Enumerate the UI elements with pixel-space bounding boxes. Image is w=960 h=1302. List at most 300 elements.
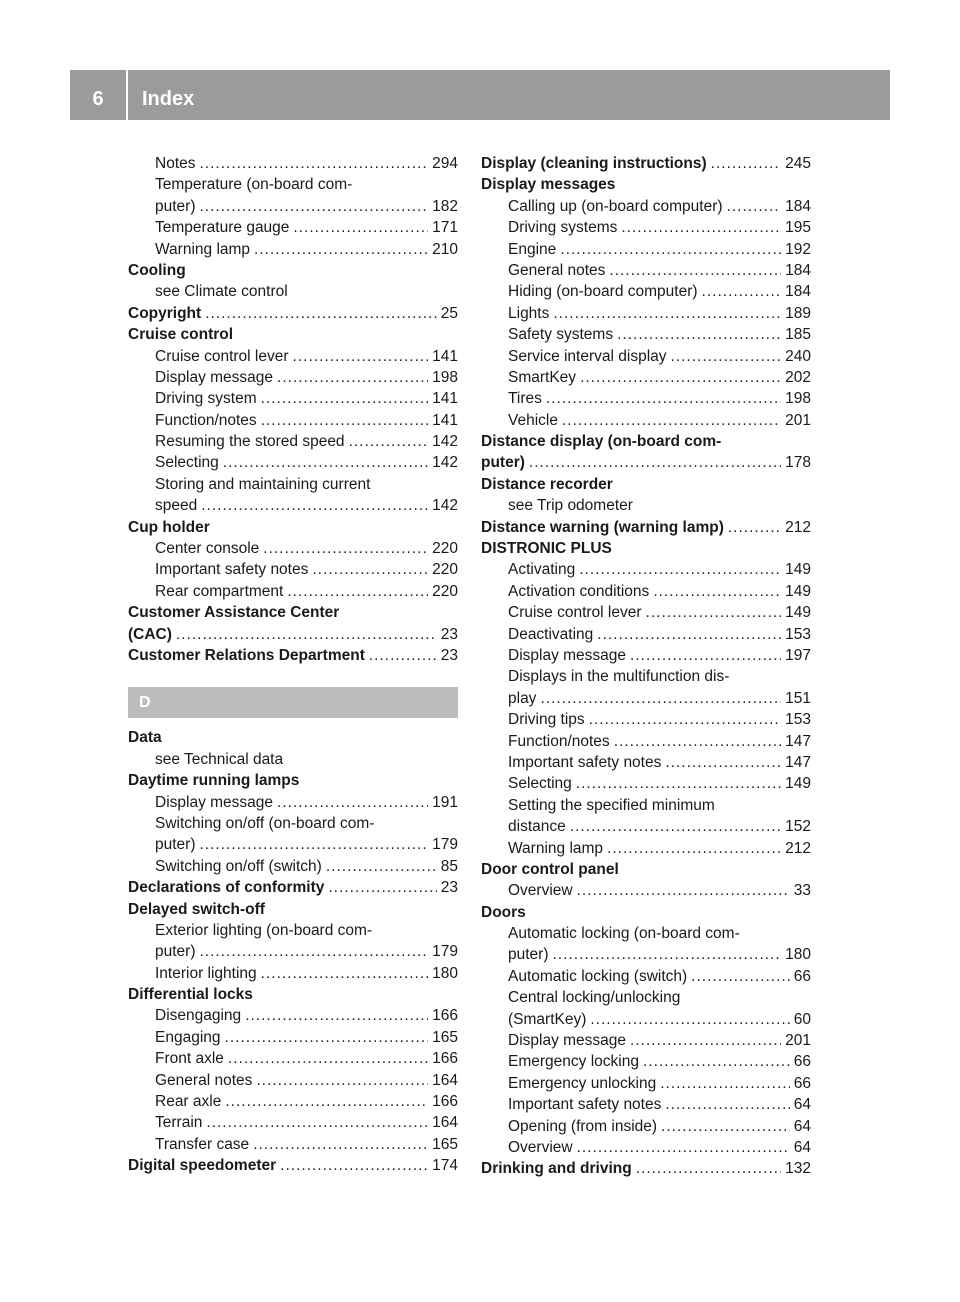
page-reference: 141 (432, 411, 458, 429)
dot-leader (617, 324, 781, 345)
page-header (70, 70, 890, 120)
index-subentry (128, 963, 458, 984)
entry-label: Rear axle (155, 1093, 222, 1111)
page-title: Index (142, 88, 195, 110)
dot-leader (576, 773, 781, 794)
dot-leader (727, 196, 782, 217)
entry-label: Lights (508, 304, 550, 322)
page-reference: 174 (432, 1157, 458, 1175)
entry-label: puter) (508, 946, 549, 964)
entry-label: Display message (155, 368, 274, 386)
entry-label: Digital speedometer (128, 1157, 277, 1175)
dot-leader (293, 346, 429, 367)
dot-leader (312, 559, 428, 580)
index-subentry (128, 217, 458, 238)
page-reference: 165 (432, 1028, 458, 1046)
index-subentry (128, 1048, 458, 1069)
index-heading: Cruise control (128, 326, 234, 344)
dot-leader (630, 645, 781, 666)
entry-label: Front axle (155, 1050, 224, 1068)
page-reference: 220 (432, 582, 458, 600)
index-subentry (481, 1116, 811, 1137)
index-subentry (481, 410, 811, 431)
entry-label: Function/notes (155, 411, 257, 429)
index-subentry (481, 217, 811, 238)
entry-label: Driving tips (508, 711, 585, 729)
index-subentry (128, 941, 458, 962)
page-reference: 153 (785, 711, 811, 729)
dot-leader (201, 495, 428, 516)
dot-leader (636, 1158, 781, 1179)
dot-leader (609, 260, 781, 281)
dot-leader (597, 624, 781, 645)
dot-leader (253, 1134, 428, 1155)
index-subentry (128, 559, 458, 580)
index-subentry (128, 1134, 458, 1155)
dot-leader (223, 452, 428, 473)
entry-label: Distance warning (warning lamp) (481, 518, 724, 536)
entry-label: Overview (508, 1138, 573, 1156)
page-reference: 149 (785, 604, 811, 622)
dot-leader (671, 346, 782, 367)
entry-label: distance (508, 818, 566, 836)
dot-leader (546, 388, 781, 409)
index-heading-entry (481, 153, 811, 174)
page-reference: 189 (785, 304, 811, 322)
index-subentry (128, 452, 458, 473)
entry-label: Hiding (on-board computer) (508, 283, 698, 301)
index-heading-entry (128, 1155, 458, 1176)
index-subentry-text: Switching on/off (on-board com- (155, 814, 375, 832)
dot-leader (553, 303, 781, 324)
index-subentry (128, 1005, 458, 1026)
dot-leader (577, 880, 790, 901)
index-subentry-text: Temperature (on-board com- (155, 176, 353, 194)
index-subentry (128, 495, 458, 516)
entry-label: Terrain (155, 1114, 203, 1132)
entry-label: Cruise control lever (508, 604, 642, 622)
page-reference: 212 (785, 839, 811, 857)
index-subentry (481, 944, 811, 965)
page-reference: 184 (785, 197, 811, 215)
index-subentry (128, 1027, 458, 1048)
page-reference: 66 (793, 1053, 811, 1071)
page-reference: 166 (432, 1050, 458, 1068)
entry-label: Display message (155, 793, 274, 811)
dot-leader (261, 963, 428, 984)
entry-label: Deactivating (508, 625, 594, 643)
index-subentry-text: Setting the specified minimum (508, 796, 715, 814)
section-letter-heading: D (128, 687, 458, 718)
index-subentry (128, 239, 458, 260)
dot-leader (560, 239, 781, 260)
index-subentry (128, 792, 458, 813)
entry-label: Important safety notes (155, 561, 309, 579)
index-heading-entry (481, 1158, 811, 1179)
index-subentry (128, 367, 458, 388)
page-reference: 201 (785, 411, 811, 429)
page-reference: 149 (785, 582, 811, 600)
index-subentry (128, 834, 458, 855)
page-reference: 142 (432, 433, 458, 451)
entry-label: Important safety notes (508, 753, 662, 771)
entry-label: Display message (508, 1032, 627, 1050)
page-reference: 171 (432, 219, 458, 237)
dot-leader (200, 196, 429, 217)
dot-leader (225, 1027, 429, 1048)
index-subentry (481, 816, 811, 837)
entry-label: (CAC) (128, 625, 172, 643)
page-reference: 147 (785, 753, 811, 771)
entry-label: Temperature gauge (155, 219, 290, 237)
entry-label: Engine (508, 240, 557, 258)
dot-leader (646, 602, 782, 623)
page-reference: 152 (785, 818, 811, 836)
index-heading: Cup holder (128, 518, 210, 536)
page-reference: 64 (793, 1117, 811, 1135)
page-number: 6 (92, 88, 104, 110)
entry-label: Calling up (on-board computer) (508, 197, 723, 215)
index-subentry-text: see Technical data (155, 750, 284, 768)
page-reference: 23 (440, 879, 458, 897)
index-subentry (481, 281, 811, 302)
index-column-right (481, 153, 811, 1180)
page-reference: 180 (785, 946, 811, 964)
page-reference: 23 (440, 646, 458, 664)
index-heading-entry (128, 645, 458, 666)
index-subentry (481, 196, 811, 217)
entry-label: Resuming the stored speed (155, 433, 345, 451)
index-subentry (481, 731, 811, 752)
index-subentry (481, 388, 811, 409)
dot-leader (653, 581, 781, 602)
page-reference: 180 (432, 964, 458, 982)
dot-leader (206, 1112, 428, 1133)
dot-leader (200, 941, 429, 962)
dot-leader (691, 966, 790, 987)
dot-leader (293, 217, 428, 238)
dot-leader (570, 816, 781, 837)
entry-label: Driving systems (508, 219, 618, 237)
index-subentry (128, 196, 458, 217)
page-reference: 202 (785, 368, 811, 386)
entry-label: Warning lamp (508, 839, 604, 857)
entry-label: Automatic locking (switch) (508, 967, 688, 985)
entry-label: Driving system (155, 390, 257, 408)
page-reference: 142 (432, 497, 458, 515)
index-heading: Display messages (481, 176, 616, 194)
entry-label: Safety systems (508, 326, 614, 344)
dot-leader (553, 944, 782, 965)
entry-label: puter) (155, 943, 196, 961)
index-subentry (481, 367, 811, 388)
index-subentry (481, 1137, 811, 1158)
page-reference: 149 (785, 775, 811, 793)
index-subentry (481, 1030, 811, 1051)
entry-label: Drinking and driving (481, 1160, 632, 1178)
page-reference: 60 (793, 1010, 811, 1028)
dot-leader (228, 1048, 428, 1069)
entry-label: Function/notes (508, 732, 610, 750)
dot-leader (607, 838, 781, 859)
entry-label: General notes (155, 1071, 253, 1089)
page-reference: 220 (432, 561, 458, 579)
entry-label: puter) (155, 836, 196, 854)
index-subentry (481, 624, 811, 645)
entry-label: Disengaging (155, 1007, 242, 1025)
index-subentry (481, 1094, 811, 1115)
header-divider (126, 70, 128, 120)
page-reference: 64 (793, 1138, 811, 1156)
page-reference: 33 (793, 882, 811, 900)
dot-leader (580, 367, 781, 388)
dot-leader (661, 1116, 790, 1137)
page-reference: 141 (432, 390, 458, 408)
page-reference: 64 (793, 1096, 811, 1114)
page-reference: 164 (432, 1071, 458, 1089)
index-subentry (481, 239, 811, 260)
page-reference: 166 (432, 1093, 458, 1111)
page-reference: 294 (432, 155, 458, 172)
index-subentry (481, 324, 811, 345)
entry-label: Vehicle (508, 411, 558, 429)
dot-leader (728, 517, 781, 538)
dot-leader (630, 1030, 781, 1051)
index-subentry (128, 346, 458, 367)
dot-leader (225, 1091, 428, 1112)
entry-label: (SmartKey) (508, 1010, 587, 1028)
page-reference: 212 (785, 518, 811, 536)
dot-leader (590, 1009, 789, 1030)
page-reference: 198 (432, 368, 458, 386)
page-reference: 132 (785, 1160, 811, 1178)
dot-leader (176, 624, 437, 645)
dot-leader (245, 1005, 428, 1026)
entry-label: Notes (155, 155, 196, 172)
page-reference: 178 (785, 454, 811, 472)
index-subentry (481, 709, 811, 730)
page-reference: 153 (785, 625, 811, 643)
entry-label: Declarations of conformity (128, 879, 325, 897)
dot-leader (711, 153, 781, 174)
index-heading: Data (128, 729, 162, 747)
dot-leader (660, 1073, 790, 1094)
index-subentry (128, 856, 458, 877)
index-subentry (128, 1070, 458, 1091)
dot-leader (540, 688, 781, 709)
index-subentry-text: see Trip odometer (508, 497, 633, 515)
dot-leader (254, 239, 428, 260)
index-subentry (481, 1009, 811, 1030)
index-heading: Distance recorder (481, 475, 613, 493)
entry-label: Service interval display (508, 347, 667, 365)
index-heading-entry (128, 877, 458, 898)
entry-label: SmartKey (508, 368, 577, 386)
page-reference: 85 (440, 857, 458, 875)
page-reference: 198 (785, 390, 811, 408)
index-heading: Daytime running lamps (128, 772, 300, 790)
dot-leader (277, 792, 428, 813)
index-subentry (481, 645, 811, 666)
page-reference: 240 (785, 347, 811, 365)
dot-leader (328, 877, 436, 898)
dot-leader (256, 1070, 428, 1091)
page-reference: 182 (432, 197, 458, 215)
entry-label: Overview (508, 882, 573, 900)
entry-label: play (508, 689, 537, 707)
page-reference: 149 (785, 561, 811, 579)
index-subentry (128, 1091, 458, 1112)
entry-label: puter) (155, 197, 196, 215)
index-subentry-text: Exterior lighting (on-board com- (155, 921, 373, 939)
entry-label: Display message (508, 646, 627, 664)
page-reference: 192 (785, 240, 811, 258)
section-spacer (128, 666, 458, 687)
dot-leader (280, 1155, 428, 1176)
dot-leader (261, 410, 428, 431)
index-heading: Cooling (128, 261, 186, 279)
dot-leader (589, 709, 781, 730)
index-subentry (481, 346, 811, 367)
page-reference: 66 (793, 1074, 811, 1092)
entry-label: Center console (155, 540, 260, 558)
dot-leader (326, 856, 437, 877)
index-column-left (128, 153, 458, 1177)
page-reference: 66 (793, 967, 811, 985)
entry-label: Emergency locking (508, 1053, 639, 1071)
index-subentry (481, 838, 811, 859)
entry-label: Customer Relations Department (128, 646, 365, 664)
entry-label: Switching on/off (switch) (155, 857, 322, 875)
index-subentry (481, 688, 811, 709)
page-reference: 191 (432, 793, 458, 811)
dot-leader (277, 367, 428, 388)
dot-leader (369, 645, 437, 666)
page-reference: 220 (432, 540, 458, 558)
entry-label: Warning lamp (155, 240, 251, 258)
index-subentry (128, 581, 458, 602)
index-heading: Doors (481, 903, 526, 921)
page-reference: 184 (785, 283, 811, 301)
index-subentry-text: Automatic locking (on-board com- (508, 925, 740, 943)
entry-label: Selecting (155, 454, 219, 472)
dot-leader (577, 1137, 790, 1158)
index-subentry (128, 538, 458, 559)
page-reference: 195 (785, 219, 811, 237)
dot-leader (614, 731, 781, 752)
page-reference: 147 (785, 732, 811, 750)
page-reference: 245 (785, 155, 811, 172)
index-subentry-text: Central locking/unlocking (508, 989, 681, 1007)
entry-label: Interior lighting (155, 964, 257, 982)
entry-label: Activating (508, 561, 576, 579)
page-reference: 197 (785, 646, 811, 664)
dot-leader (200, 834, 429, 855)
index-heading: DISTRONIC PLUS (481, 540, 612, 558)
page-reference: 141 (432, 347, 458, 365)
dot-leader (205, 303, 437, 324)
entry-label: Opening (from inside) (508, 1117, 658, 1135)
page-reference: 151 (785, 689, 811, 707)
dot-leader (263, 538, 428, 559)
index-subentry (481, 773, 811, 794)
entry-label: Cruise control lever (155, 347, 289, 365)
index-subentry (128, 388, 458, 409)
index-subentry (481, 966, 811, 987)
entry-label: Emergency unlocking (508, 1074, 657, 1092)
entry-label: Rear compartment (155, 582, 284, 600)
entry-label: Activation conditions (508, 582, 650, 600)
index-heading-entry (128, 303, 458, 324)
page-reference: 25 (440, 304, 458, 322)
index-subentry (481, 260, 811, 281)
index-heading: Delayed switch-off (128, 900, 265, 918)
index-subentry-text: see Climate control (155, 283, 288, 301)
index-subentry (481, 581, 811, 602)
index-subentry (481, 303, 811, 324)
index-subentry (481, 1051, 811, 1072)
index-subentry-text: Displays in the multifunction dis- (508, 668, 730, 686)
index-subentry (128, 410, 458, 431)
index-subentry-text: Storing and maintaining current (155, 475, 371, 493)
page-reference: 179 (432, 943, 458, 961)
index-subentry (481, 1073, 811, 1094)
entry-label: Tires (508, 390, 542, 408)
entry-label: Important safety notes (508, 1096, 662, 1114)
entry-label: Display (cleaning instructions) (481, 155, 707, 172)
dot-leader (665, 1094, 789, 1115)
index-heading-entry (481, 452, 811, 473)
dot-leader (287, 581, 428, 602)
page-reference: 201 (785, 1032, 811, 1050)
index-subentry (481, 752, 811, 773)
dot-leader (200, 153, 429, 174)
index-subentry (481, 559, 811, 580)
entry-label: Selecting (508, 775, 572, 793)
index-subentry (481, 880, 811, 901)
dot-leader (261, 388, 428, 409)
index-heading-entry (128, 624, 458, 645)
dot-leader (562, 410, 781, 431)
page-reference: 142 (432, 454, 458, 472)
dot-leader (579, 559, 781, 580)
index-subentry (128, 431, 458, 452)
index-subentry (128, 153, 458, 174)
page-reference: 165 (432, 1135, 458, 1153)
entry-label: speed (155, 497, 198, 515)
index-subentry (128, 1112, 458, 1133)
index-heading: Customer Assistance Center (128, 604, 340, 622)
index-subentry (481, 602, 811, 623)
page-reference: 185 (785, 326, 811, 344)
entry-label: Copyright (128, 304, 202, 322)
page-reference: 164 (432, 1114, 458, 1132)
dot-leader (529, 452, 781, 473)
dot-leader (621, 217, 781, 238)
entry-label: Engaging (155, 1028, 221, 1046)
index-heading: Differential locks (128, 986, 253, 1004)
dot-leader (643, 1051, 790, 1072)
entry-label: General notes (508, 261, 606, 279)
page-reference: 166 (432, 1007, 458, 1025)
page-reference: 23 (440, 625, 458, 643)
page-reference: 184 (785, 261, 811, 279)
entry-label: Transfer case (155, 1135, 250, 1153)
dot-leader (349, 431, 429, 452)
dot-leader (702, 281, 782, 302)
index-heading-entry (481, 517, 811, 538)
index-heading: Distance display (on-board com- (481, 433, 722, 451)
